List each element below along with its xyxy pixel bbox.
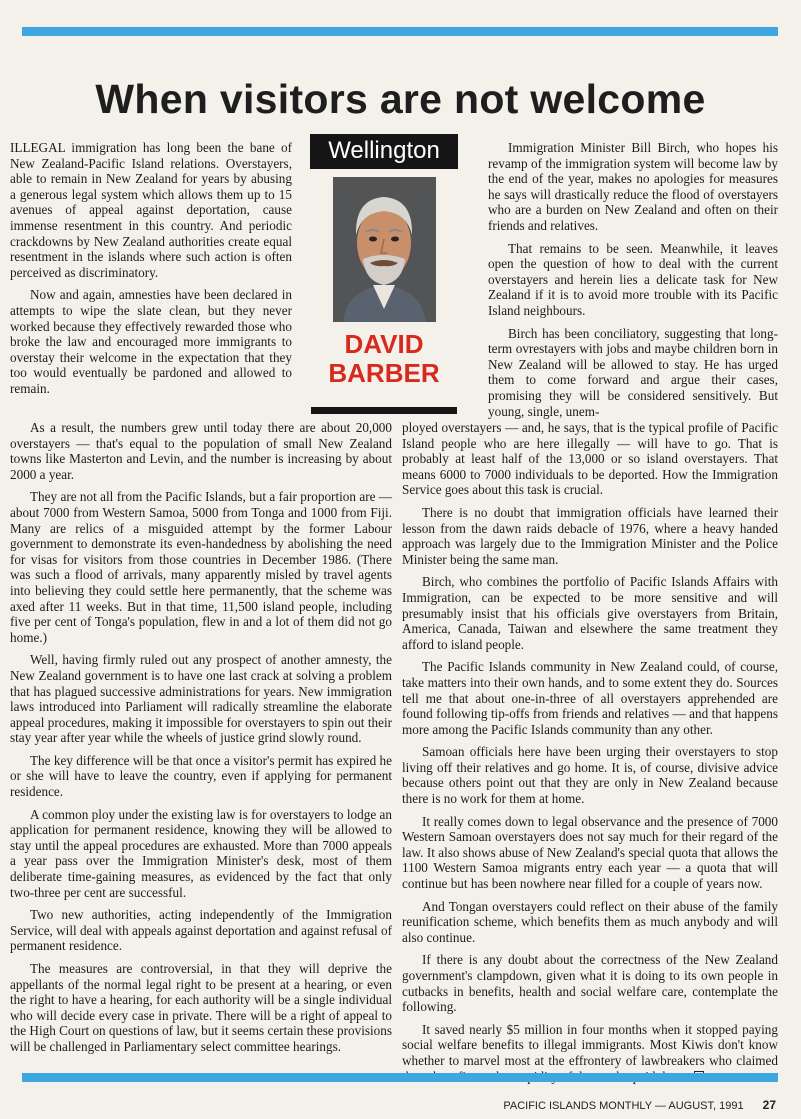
paragraph: It really comes down to legal observance and the presence of 7000 Western Samoan overstayers does not say much for their regard of the law. It also shows abuse of New Zealand's special quota that allows the 1100 Western Samoa migrants entry each year — a quota that will continue but has been nowhere near filled for a couple of years now. (402, 813, 778, 892)
paragraph: Samoan officials here have been urging their overstayers to stop living off their relatives and go home. It is, of course, divisive advice because others point out that they are only in New Zealand because there is no work for them at home. (402, 744, 778, 807)
top-accent-bar (22, 27, 778, 36)
paragraph: There is no doubt that immigration officials have learned their lesson from the dawn raids debacle of 1976, where a heavy handed approach was largely due to the Immigration Minister and the Police Minister being the same man. (402, 504, 778, 567)
paragraph: As a result, the numbers grew until today there are about 20,000 overstayers — that's equal to the population of small New Zealand towns like Masterton and Levin, and the number is increasing by about 2000 a year. (10, 420, 392, 482)
paragraph: ILLEGAL immigration has long been the bane of New Zealand-Pacific Island relations. Overstayers, able to remain in New Zealand for years by abusing a generous legal system which allows them up to 15 avenues of appeal against deportation, cause immense resentment in this country. And periodic crackdowns by New Zealand authorities create equal resentment in the islands where such action is often perceived as discriminatory. (10, 140, 292, 280)
paragraph: Now and again, amnesties have been declared in attempts to wipe the slate clean, but they never worked because they effectively rewarded those who broke the law and encouraged more immigrants to overstay their welcome in the expectation that they too would eventually be pardoned and allowed to remain. (10, 287, 292, 396)
paragraph: If there is any doubt about the correctness of the New Zealand government's clampdown, given what it is doing to its own people in cutbacks in benefits, health and social welfare care, contemplate the following. (402, 952, 778, 1015)
paragraph: They are not all from the Pacific Islands, but a fair proportion are — about 7000 from Western Samoa, 5000 from Tonga and 1000 from Fiji. Many are relics of a misguided attempt by the former Labour government to demonstrate its even-handedness by abolishing the need for visas for visitors from those countries in December 1986. (There was such a flood of arrivals, many apparently misled by travel agents into believing they could settle here permanently, that the scheme was axed after 11 weeks. But in that time, 11,500 island people, including five per cent of Tonga's population, flew in and a lot of them did not go home.) (10, 489, 392, 645)
paragraph: That remains to be seen. Meanwhile, it leaves open the question of how to deal with the current overstayers and herein lies a delicate task for New Zealand if it is to avoid more trouble with its Pacific Island neighbours. (488, 240, 778, 318)
headline: When visitors are not welcome (95, 76, 706, 122)
paragraph: And Tongan overstayers could reflect on their abuse of the family reunification scheme, which benefits them as much anybody and will also continue. (402, 898, 778, 945)
paragraph: The key difference will be that once a visitor's permit has expired he or she will have to leave the country, even if applying for permanent residence. (10, 752, 392, 800)
dateline-city: Wellington (310, 134, 458, 169)
author-name (310, 330, 458, 388)
footer-publication: PACIFIC ISLANDS MONTHLY — AUGUST, 1991 (503, 1100, 744, 1112)
author-last-name: BARBER (328, 358, 440, 388)
paragraph: A common ploy under the existing law is for overstayers to lodge an application for permanent residence, knowing they will be allowed to stay until the appeal procedures are exhausted. More than 7000 appeals a year pass over the Immigration Minister's desk, most of them deliberate time-gaining measures, as evidenced by the fact that only two-three per cent are successful. (10, 806, 392, 900)
bottom-accent-bar (22, 1073, 778, 1082)
article-column-right-lower (402, 420, 778, 1091)
byline-box (310, 134, 458, 414)
paragraph: The measures are controversial, in that they will deprive the appellants of the normal legal right to be present at a hearing, or even the right to have a hearing, for each authority will be a single individual who will decide every case in private. There will be a right of appeal to the High Court on questions of law, but it seems certain these provisions will be challenged in Parliamentary select committee hearings. (10, 961, 392, 1054)
page-number: 27 (762, 1098, 776, 1112)
article-column-right (488, 140, 778, 426)
byline-rule (311, 407, 457, 414)
paragraph-final-text: It saved nearly $5 million in four months when it stopped paying social welfare benefits to illegal immigrants. Most Kiwis don't know whether to marvel most at the effrontery of lawbreakers who claimed (402, 1021, 778, 1068)
author-first-name: DAVID (344, 329, 424, 359)
author-portrait (333, 177, 436, 322)
paragraph: Birch, who combines the portfolio of Pacific Islands Affairs with Immigration, can be expected to be more sensitive and will presumably insist that his officials give overstayers from Britain, America, Canada, Taiwan and elsewhere the same treatment they afford to island people. (402, 574, 778, 652)
page-footer (0, 1098, 776, 1112)
article-column-left-lower (10, 420, 392, 1062)
paragraph: ployed overstayers — and, he says, that is the typical profile of Pacific Island people who are here illegally — will have to go. That is probably at least half of the 13,000 or so island overstayers. That means 6000 to 7000 individuals to be deported. How the Immigration Service goes about this task is crucial. (402, 420, 778, 498)
paragraph: Birch has been conciliatory, suggesting that long-term ovrestayers with jobs and maybe children born in New Zealand will be allowed to stay. He has urged them to come forward and argue their cases, promising they will be considered sensitively. But young, single, unem- (488, 325, 778, 419)
paragraph: The Pacific Islands community in New Zealand could, of course, take matters into their own hands, and to some extent they do. Sources tell me that about one-in-three of all overstayers apprehended are found following tip-offs from friends and relatives — and that happens more among the Pacific Islands community than any other. (402, 659, 778, 737)
paragraph: Two new authorities, acting independently of the Immigration Service, will deal with appeals against deportation and against refusal of permanent residence. (10, 907, 392, 954)
article-column-left (10, 140, 292, 404)
paragraph: Well, having firmly ruled out any prospect of another amnesty, the New Zealand government is to have one last crack at solving a problem that has plagued successive administrations for years. New immigration laws introduced into Parliament will radically streamline the elaborate appeal procedures, making it impossible for overstayers to spin out their stay year after year while the wheels of justice grind slowly round. (10, 652, 392, 746)
paragraph: Immigration Minister Bill Birch, who hopes his revamp of the immigration system will become law by the end of the year, makes no apologies for measures he says will drastically reduce the flood of overstayers who are a burden on New Zealand and often on their friends and relatives. (488, 140, 778, 233)
